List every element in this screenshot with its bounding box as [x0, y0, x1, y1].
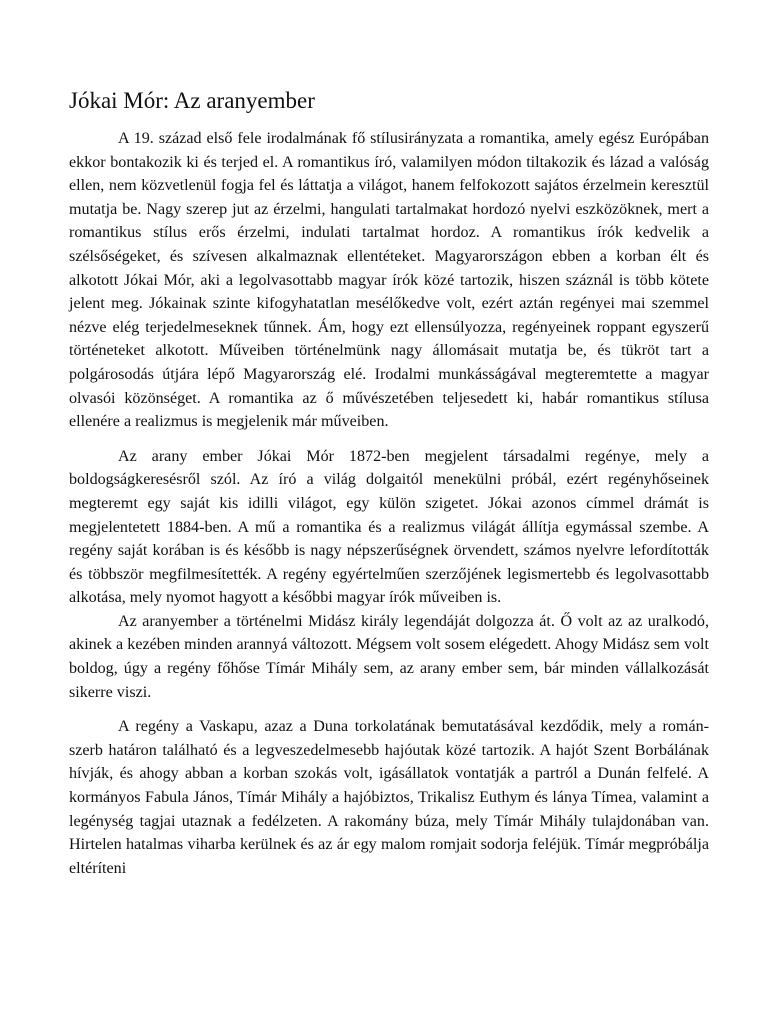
document-body [69, 127, 709, 880]
document-title: Jókai Mór: Az aranyember [69, 88, 315, 113]
paragraph-midas: Az aranyember a történelmi Midász király legendáját dolgozza át. Ő volt az az uralkodó, akinek a kezében minden arannyá változott. Mégsem volt sosem elégedett. Ahogy Midász sem volt boldog, úgy a regény főhőse Tímár Mihály sem, az arany ember sem, bár minden vállalkozását sikerre viszi. [69, 612, 709, 701]
paragraph-romanticism: A 19. század első fele irodalmának fő stílusirányzata a romantika, amely egész Európában ekkor bontakozik ki és terjed el. A romantikus író, valamilyen módon tiltakozik és lázad a valóság ellen, nem közvetlenül fogja fel és láttatja a világot, hanem felfokozott sajátos érzelmein keresztül mutatja be. Nagy szerep jut az érzelmi, hangulati tartalmakat hordozó nyelvi eszközöknek, mert a romantikus stílus erős érzelmi, indulati tartalmat hordoz. A romantikus írók kedvelik a szélsőségeket, és szívesen alkalmaznak ellentéteket. Magyarországon ebben a korban élt és alkotott Jókai Mór, aki a legolvasottabb magyar írók közé tartozik, hiszen száznál is több kötete jelent meg. Jókainak szinte kifogyhatatlan mesélőkedve volt, ezért aztán regényei mai szemmel nézve elég terjedelmeseknek tűnnek. Ám, hogy ezt ellensúlyozza, regényeinek roppant egyszerű történeteket alkotott. Műveiben történelmünk nagy állomásait mutatja be, és tükröt tart a polgárosodás útjára lépő Magyarország elé. Irodalmi munkásságával megteremtette a magyar olvasói közönséget. A romantika az ő művészetében teljesedett ki, habár romantikus stílusa ellenére a realizmus is megjelenik már műveiben. [69, 130, 709, 431]
paragraph-plot-start: A regény a Vaskapu, azaz a Duna torkolatának bemutatásával kezdődik, mely a román-szerb határon található és a legveszedelmesebb hajóutak közé tartozik. A hajót Szent Borbálának hívják, és ahogy abban a korban szokás volt, igásállatok vontatják a partról a Dunán felfelé. A kormányos Fabula János, Tímár Mihály a hajóbiztos, Trikalisz Euthym és lánya Tímea, valamint a legénység tagjai utaznak a fedélzeten. A rakomány búza, mely Tímár Mihály tulajdonában van. Hirtelen hatalmas viharba kerülnek és az ár egy malom romjait sodorja feléjük. Tímár megpróbálja eltéríteni [69, 718, 709, 877]
paragraph-novel-intro: Az arany ember Jókai Mór 1872-ben megjelent társadalmi regénye, mely a boldogságkeresésről szól. Az író a világ dolgaitól menekülni próbál, ezért regényhőseinek megteremt egy saját kis idilli világot, egy külön szigetet. Jókai azonos címmel drámát is megjelentetett 1884-ben. A mű a romantika és a realizmus világát állítja egymással szembe. A regény saját korában is és később is nagy népszerűségnek örvendett, számos nyelvre lefordították és többször megfilmesítették. A regény egyértelműen szerzőjének legismertebb és legolvasottabb alkotása, mely nyomot hagyott a későbbi magyar írók műveiben is. [69, 447, 709, 607]
